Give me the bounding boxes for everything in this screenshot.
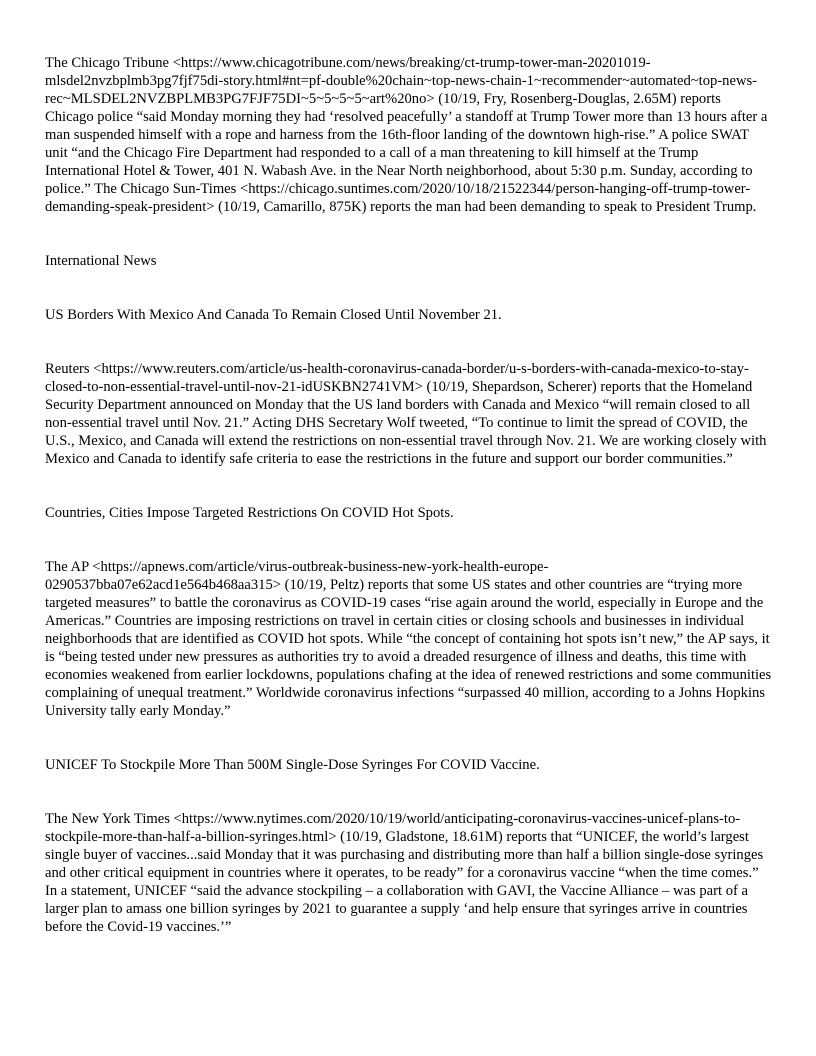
heading-targeted-restrictions: Countries, Cities Impose Targeted Restrictions On COVID Hot Spots.: [45, 505, 454, 521]
reuters-paragraph: Reuters <https://www.reuters.com/article/us-health-coronavirus-canada-border/u-s-borders-with-canada-mexico-to-stay-closed-to-non-essential-travel-until-nov-21-idUSKBN2741VM> (10/19, Shepardson, Scherer) reports that the Homeland Security Department announced on Monday that the US land borders with Canada and Mexico “will remain closed to all non-essential travel until Nov. 21.” Acting DHS Secretary Wolf tweeted, “To continue to limit the spread of COVID, the U.S., Mexico, and Canada will extend the restrictions on non-essential travel through Nov. 21. We are working closely with Mexico and Canada to identify safe criteria to ease the restrictions in the future and support our border communities.”: [45, 361, 767, 467]
spacer: [45, 324, 773, 360]
nyt-paragraph: The New York Times <https://www.nytimes.com/2020/10/19/world/anticipating-coronavirus-vaccines-unicef-plans-to-stockpile-more-than-half-a-billion-syringes.html> (10/19, Gladstone, 18.61M) reports that “UNICEF, the world’s largest single buyer of vaccines...said Monday that it was purchasing and distributing more than half a billion single-dose syringes and other critical equipment in countries where it operates, to be ready” for a coronavirus vaccine “when the time comes.” In a statement, UNICEF “said the advance stockpiling – a collaboration with GAVI, the Vaccine Alliance – was part of a larger plan to amass one billion syringes by 2021 to guarantee a supply ‘and help ensure that syringes arrive in countries before the Covid-19 vaccines.’”: [45, 811, 764, 935]
spacer: [45, 216, 773, 252]
chicago-tribune-paragraph: The Chicago Tribune <https://www.chicagotribune.com/news/breaking/ct-trump-tower-man-20201019-mlsdel2nvzbplmb3pg7fjf75di-story.html#nt=pf-double%20chain~top-news-chain-1~recommender~automated~top-news-rec~MLSDEL2NVZBPLMB3PG7FJF75DI~5~5~5~5~art%20no> (10/19, Fry, Rosenberg-Douglas, 2.65M) reports Chicago police “said Monday morning they had ‘resolved peacefully’ a standoff at Trump Tower more than 13 hours after a man suspended himself with a rope and harness from the 16th-floor landing of the downtown high-rise.” A police SWAT unit “and the Chicago Fire Department had responded to a call of a man threatening to kill himself at the Trump International Hotel & Tower, 401 N. Wabash Ave. in the Near North neighborhood, about 5:30 p.m. Sunday, according to police.” The Chicago Sun-Times <https://chicago.suntimes.com/2020/10/18/21522344/person-hanging-off-trump-tower-demanding-speak-president> (10/19, Camarillo, 875K) reports the man had been demanding to speak to President Trump.: [45, 55, 768, 215]
spacer: [45, 774, 773, 810]
spacer: [45, 720, 773, 756]
spacer: [45, 522, 773, 558]
spacer: [45, 468, 773, 504]
spacer: [45, 270, 773, 306]
heading-unicef-syringes: UNICEF To Stockpile More Than 500M Single-Dose Syringes For COVID Vaccine.: [45, 757, 540, 773]
ap-paragraph: The AP <https://apnews.com/article/virus-outbreak-business-new-york-health-europe-0290537bba07e62acd1e564b468aa315> (10/19, Peltz) reports that some US states and other countries are “trying more targeted measures” to battle the coronavirus as COVID-19 cases “rise again around the world, especially in Europe and the Americas.” Countries are imposing restrictions on travel in certain cities or closing schools and businesses in individual neighborhoods that are identified as COVID hot spots. While “the concept of containing hot spots isn’t new,” the AP says, it is “being tested under new pressures as authorities try to avoid a dreaded resurgence of illness and deaths, this time with economies weakened from earlier lockdowns, populations chafing at the idea of renewed restrictions and some communities complaining of unequal treatment.” Worldwide coronavirus infections “surpassed 40 million, according to a Johns Hopkins University tally early Monday.”: [45, 559, 772, 719]
heading-us-borders: US Borders With Mexico And Canada To Remain Closed Until November 21.: [45, 307, 502, 323]
document-page: [45, 54, 773, 936]
section-title-international-news: International News: [45, 253, 157, 269]
